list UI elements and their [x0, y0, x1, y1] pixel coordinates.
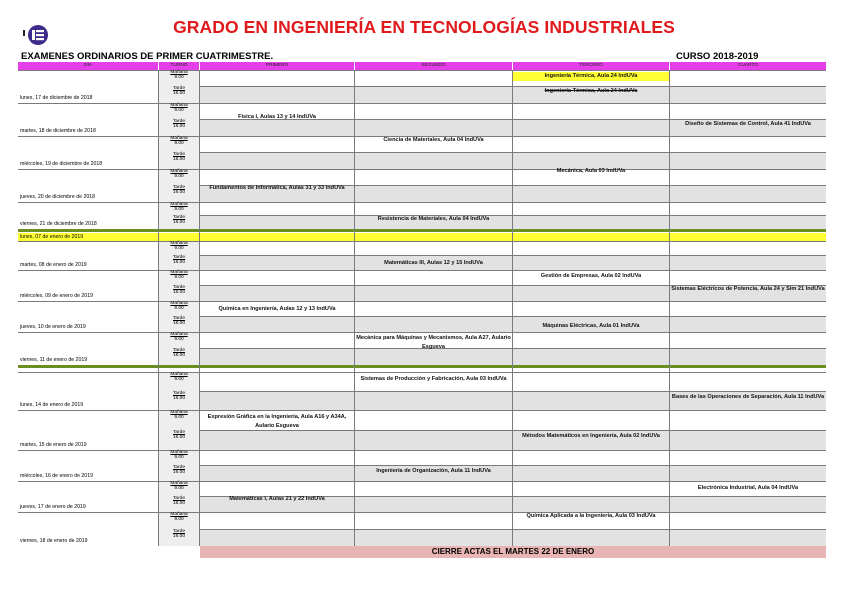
schedule-cell	[670, 332, 826, 348]
schedule-cell	[200, 465, 354, 481]
exam-entry: Matemáticas III, Aulas 12 y 15 IndUVa	[384, 260, 483, 266]
day-label: lunes, 17 de diciembre de 2018	[20, 95, 93, 101]
schedule-cell	[670, 202, 826, 215]
schedule-cell	[355, 529, 512, 546]
schedule-cell	[513, 391, 669, 410]
exam-entry: Métodos Matemáticos en Ingeniería, Aula 02 IndUVa	[522, 433, 660, 439]
week-separator	[18, 365, 826, 368]
exam-entry: Física I, Aulas 13 y 14 IndUVa	[238, 114, 316, 120]
column-header-second: SEGUNDO	[355, 62, 512, 70]
afternoon-label: Tarde	[173, 255, 185, 260]
exam-entry: Ingeniería Térmica, Aula 24 IndUVa	[544, 88, 638, 94]
schedule-cell	[355, 301, 512, 316]
day-label: martes, 15 de enero de 2019	[20, 442, 87, 448]
morning-label: Mañana	[170, 241, 188, 246]
schedule-cell	[200, 241, 354, 255]
afternoon-time: 16.00	[172, 220, 185, 225]
schedule-cell	[670, 301, 826, 316]
morning-label: Mañana	[170, 270, 188, 275]
afternoon-label: Tarde	[173, 86, 185, 91]
afternoon-time: 16.00	[172, 501, 185, 506]
schedule-cell	[355, 152, 512, 169]
afternoon-time: 16.00	[172, 321, 185, 326]
schedule-cell	[670, 348, 826, 365]
morning-time: 9.00	[174, 246, 184, 251]
schedule-cell	[200, 255, 354, 270]
morning-time: 9.00	[174, 207, 184, 212]
schedule-cell	[670, 430, 826, 450]
exam-schedule-table	[18, 62, 826, 562]
morning-time: 9.00	[174, 108, 184, 113]
day-label: viernes, 21 de diciembre de 2018	[20, 221, 97, 227]
schedule-cell	[355, 481, 512, 496]
exam-entry: Ingeniería de Organización, Aula 11 IndUVa	[376, 468, 491, 474]
schedule-cell	[355, 450, 512, 465]
column-header-first: PRIMERO	[200, 62, 354, 70]
schedule-cell	[513, 348, 669, 365]
morning-label: Mañana	[170, 103, 188, 108]
schedule-cell	[670, 185, 826, 202]
exam-entry: Sistemas Eléctricos de Potencia, Aula 24 y Sim 21 IndUVa	[671, 286, 825, 292]
exam-entry: Química Aplicada a la Ingeniería, Aula 03 IndUVa	[526, 513, 656, 519]
day-label: jueves, 20 de diciembre de 2018	[20, 194, 95, 200]
exam-entry: Matemáticas I, Aulas 21 y 22 IndUVa	[229, 496, 325, 502]
schedule-cell	[670, 316, 826, 332]
schedule-cell	[670, 152, 826, 169]
day-label: lunes, 14 de enero de 2019	[20, 402, 84, 408]
day-label: viernes, 11 de enero de 2019	[20, 357, 88, 363]
morning-label: Mañana	[170, 372, 188, 377]
schedule-cell	[670, 529, 826, 546]
exam-entry: Mecánica para Máquinas y Mecanismos, Aula A27, Aulario Esgueva	[356, 335, 511, 350]
afternoon-time: 16.00	[172, 157, 185, 162]
schedule-cell	[355, 70, 512, 86]
morning-time: 9.00	[174, 337, 184, 342]
schedule-cell	[513, 136, 669, 152]
morning-label: Mañana	[170, 136, 188, 141]
day-label: miércoles, 16 de enero de 2019	[20, 473, 93, 479]
schedule-cell	[670, 270, 826, 285]
schedule-cell	[670, 215, 826, 229]
schedule-cell	[355, 410, 512, 430]
morning-time: 9.00	[174, 306, 184, 311]
morning-label: Mañana	[170, 70, 188, 75]
afternoon-label: Tarde	[173, 215, 185, 220]
schedule-cell	[200, 529, 354, 546]
afternoon-time: 16.00	[172, 353, 185, 358]
morning-time: 9.00	[174, 415, 184, 420]
afternoon-label: Tarde	[173, 185, 185, 190]
schedule-cell	[355, 316, 512, 332]
schedule-cell	[513, 241, 669, 255]
afternoon-label: Tarde	[173, 152, 185, 157]
schedule-cell	[670, 372, 826, 391]
schedule-cell	[200, 316, 354, 332]
schedule-cell	[670, 241, 826, 255]
afternoon-time: 16.00	[172, 435, 185, 440]
schedule-cell	[200, 372, 354, 391]
morning-time: 9.00	[174, 75, 184, 80]
schedule-cell	[355, 391, 512, 410]
afternoon-label: Tarde	[173, 119, 185, 124]
day-label: jueves, 17 de enero de 2019	[20, 504, 86, 510]
schedule-cell	[670, 70, 826, 86]
morning-label: Mañana	[170, 169, 188, 174]
schedule-cell	[513, 465, 669, 481]
closing-banner: CIERRE ACTAS EL MARTES 22 DE ENERO	[200, 546, 826, 558]
column-header-fourth: CUARTO	[670, 62, 826, 70]
exam-entry: Bases de las Operaciones de Separación, Aula 11 IndUVa	[671, 394, 825, 400]
schedule-cell	[200, 70, 354, 86]
schedule-cell	[513, 215, 669, 229]
schedule-cell	[355, 103, 512, 119]
exam-entry: Fundamentos de Informática, Aulas 31 y 33 IndUVa	[209, 185, 345, 191]
schedule-cell	[200, 270, 354, 285]
exam-entry: Gestión de Empresas, Aula 02 IndUVa	[540, 273, 642, 279]
schedule-cell	[355, 169, 512, 185]
schedule-cell	[670, 103, 826, 119]
page-subtitle: EXAMENES ORDINARIOS DE PRIMER CUATRIMESTRE.	[21, 51, 274, 62]
schedule-cell	[200, 512, 354, 529]
schedule-cell	[355, 496, 512, 512]
afternoon-time: 16.00	[172, 124, 185, 129]
exam-entry: Mecánica, Aula 03 IndUVa	[556, 168, 626, 174]
schedule-cell	[670, 465, 826, 481]
schedule-cell	[513, 255, 669, 270]
schedule-cell	[200, 169, 354, 185]
morning-time: 9.00	[174, 141, 184, 146]
morning-label: Mañana	[170, 332, 188, 337]
schedule-cell	[670, 496, 826, 512]
schedule-cell	[200, 215, 354, 229]
schedule-cell	[355, 512, 512, 529]
morning-time: 9.00	[174, 275, 184, 280]
afternoon-label: Tarde	[173, 529, 185, 534]
schedule-cell	[513, 372, 669, 391]
course-label: CURSO 2018-2019	[676, 51, 759, 62]
morning-label: Mañana	[170, 481, 188, 486]
morning-label: Mañana	[170, 450, 188, 455]
afternoon-time: 16.00	[172, 91, 185, 96]
schedule-cell	[355, 241, 512, 255]
afternoon-time: 16.00	[172, 290, 185, 295]
holiday-row	[18, 233, 826, 241]
afternoon-label: Tarde	[173, 496, 185, 501]
afternoon-time: 16.00	[172, 534, 185, 539]
day-label: martes, 08 de enero de 2019	[20, 262, 87, 268]
morning-time: 9.00	[174, 486, 184, 491]
schedule-cell	[513, 119, 669, 136]
afternoon-time: 16.00	[172, 190, 185, 195]
schedule-cell	[513, 496, 669, 512]
exam-entry: Sistemas de Producción y Fabricación, Aula 03 IndUVa	[360, 376, 507, 382]
morning-label: Mañana	[170, 410, 188, 415]
day-label: lunes, 07 de enero de 2019	[20, 234, 84, 240]
morning-time: 9.00	[174, 174, 184, 179]
schedule-cell	[513, 332, 669, 348]
schedule-cell	[200, 86, 354, 103]
day-label: miércoles, 09 de enero de 2019	[20, 293, 93, 299]
schedule-cell	[513, 450, 669, 465]
schedule-cell	[200, 285, 354, 301]
schedule-cell	[200, 348, 354, 365]
schedule-cell	[200, 430, 354, 450]
schedule-cell	[670, 450, 826, 465]
afternoon-label: Tarde	[173, 430, 185, 435]
schedule-cell	[355, 270, 512, 285]
exam-entry: Química en Ingeniería, Aulas 12 y 13 IndUVa	[218, 306, 336, 312]
morning-time: 9.00	[174, 517, 184, 522]
schedule-cell	[513, 481, 669, 496]
page-title: GRADO EN INGENIERÍA EN TECNOLOGÍAS INDUSTRIALES	[173, 17, 675, 37]
column-divider	[158, 70, 159, 546]
schedule-cell	[513, 202, 669, 215]
column-header-shift: TURNO	[159, 62, 199, 70]
day-label: miércoles, 19 de diciembre de 2018	[20, 161, 103, 167]
afternoon-label: Tarde	[173, 285, 185, 290]
afternoon-label: Tarde	[173, 391, 185, 396]
schedule-cell	[355, 430, 512, 450]
column-divider	[669, 70, 670, 546]
schedule-cell	[513, 301, 669, 316]
exam-entry: Máquinas Eléctricas, Aula 01 IndUVa	[542, 323, 640, 329]
afternoon-label: Tarde	[173, 465, 185, 470]
exam-entry: Electrónica Industrial, Aula 04 IndUVa	[697, 485, 799, 491]
morning-time: 9.00	[174, 377, 184, 382]
schedule-cell	[670, 512, 826, 529]
morning-time: 9.00	[174, 455, 184, 460]
exam-entry: Diseño de Sistemas de Control, Aula 41 IndUVa	[685, 121, 811, 127]
schedule-cell	[513, 410, 669, 430]
schedule-cell	[513, 103, 669, 119]
schedule-cell	[200, 391, 354, 410]
morning-label: Mañana	[170, 202, 188, 207]
schedule-cell	[513, 185, 669, 202]
schedule-cell	[200, 136, 354, 152]
schedule-cell	[513, 285, 669, 301]
schedule-cell	[670, 255, 826, 270]
schedule-cell	[200, 202, 354, 215]
schedule-cell	[355, 119, 512, 136]
schedule-cell	[355, 285, 512, 301]
schedule-cell	[670, 136, 826, 152]
column-header-day: DÍA	[18, 62, 158, 70]
afternoon-label: Tarde	[173, 348, 185, 353]
schedule-cell	[670, 86, 826, 103]
afternoon-time: 16.00	[172, 396, 185, 401]
schedule-cell	[513, 529, 669, 546]
exam-entry: Resistencia de Materiales, Aula 04 IndUVa	[377, 216, 490, 222]
day-label: jueves, 10 de enero de 2019	[20, 324, 86, 330]
schedule-cell	[200, 481, 354, 496]
morning-label: Mañana	[170, 512, 188, 517]
day-label: viernes, 18 de enero de 2019	[20, 538, 88, 544]
week-separator	[18, 229, 826, 232]
schedule-cell	[355, 86, 512, 103]
exam-entry: Ciencia de Materiales, Aula 04 IndUVa	[383, 137, 484, 143]
afternoon-time: 16.00	[172, 470, 185, 475]
schedule-cell	[355, 202, 512, 215]
column-header-third: TERCERO	[513, 62, 669, 70]
schedule-cell	[670, 169, 826, 185]
schedule-cell	[670, 410, 826, 430]
exam-entry: Expresión Gráfica en la Ingeniería, Aula A16 y A34A, Aulario Esgueva	[207, 414, 347, 429]
schedule-cell	[200, 450, 354, 465]
morning-label: Mañana	[170, 301, 188, 306]
afternoon-label: Tarde	[173, 316, 185, 321]
day-label: martes, 18 de diciembre de 2018	[20, 128, 96, 134]
afternoon-time: 16.00	[172, 260, 185, 265]
schedule-cell	[355, 185, 512, 202]
exam-entry: Ingeniería Térmica, Aula 24 IndUVa	[513, 72, 669, 81]
column-divider	[512, 70, 513, 546]
schedule-cell	[200, 332, 354, 348]
schedule-cell	[200, 152, 354, 169]
